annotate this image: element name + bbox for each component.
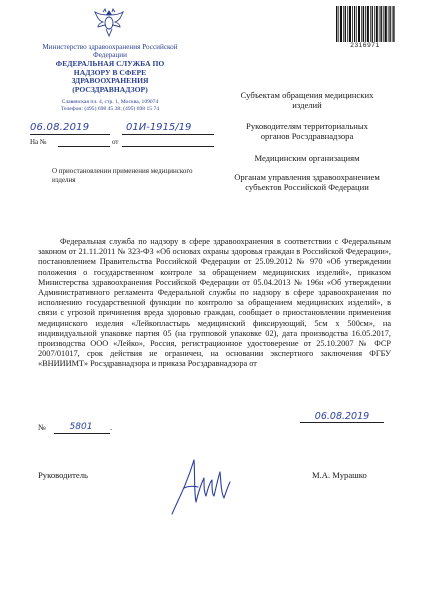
barcode-icon <box>335 6 395 44</box>
order-number: 5801 <box>69 422 93 432</box>
order-end: . <box>110 423 113 432</box>
na-label: На № <box>30 138 47 146</box>
outgoing-ref-row <box>30 122 220 136</box>
address-block <box>40 99 180 113</box>
phone-line: Телефон: (495) 698 45 38; (495) 698 15 74 <box>60 106 160 112</box>
order-number-underline <box>54 433 110 434</box>
outgoing-date: 06.08.2019 <box>30 122 90 133</box>
recipient-4: Органам управления здравоохранением субъектов Российской Федерации <box>234 172 380 193</box>
handwritten-signature-icon <box>164 452 236 522</box>
recipient-3: Медицинским организациям <box>254 153 360 163</box>
subject-line: О приостановлении применения медицинского изделия <box>52 167 193 184</box>
service-name: ФЕДЕРАЛЬНАЯ СЛУЖБА ПО НАДЗОРУ В СФЕРЕ ЗДРАВООХРАНЕНИЯ (РОСЗДРАВНАДЗОР) <box>55 59 165 94</box>
order-number-label: № <box>38 423 46 432</box>
body-paragraph: Федеральная служба по надзору в сфере здравоохранения в соответствии с Федеральным законом от 21.11.2011 № 323-ФЗ «Об основах охраны здоровья граждан в Российской Федерации», постановлением Правительства Российской Федерации от 25.09.2012 № 970 «Об утверждении положения о государственном контроле за обращением медицинских изделий», приказом Министерства здравоохранения Российской Федерации от 05.04.2013 № 196н «Об утверждении Административного регламента Федеральной службы по надзору в сфере здравоохранения по исполнению государственной функции по контролю за обращением медицинских изделий», в связи с угрозой причинения вреда здоровью граждан, сообщает о приостановлении применения медицинского изделия «Лейкопластырь медицинский фиксирующий, 5см х 500см», на индивидуальной упаковке партия 05 (на групповой упаковке 02), дата производства 16.05.2017, производства ООО «Лейко», Россия, регистрационное удостоверение от 25.10.2007 № ФСР 2007/01017, срок действия не ограничен, на основании экспертного заключения ФГБУ «ВНИИИМТ» Росздравнадзора и приказа Росздравнадзора от <box>38 237 391 369</box>
recipient-2: Руководителям территориальных органов Росздравнадзора <box>246 121 368 142</box>
coat-of-arms-icon <box>92 6 126 40</box>
na-underline <box>58 146 110 147</box>
address-line: Славянская пл. 4, стр. 1, Москва, 109074 <box>61 99 159 105</box>
signer-name: М.А. Мурашко <box>312 470 367 480</box>
order-date: 06.08.2019 <box>314 411 370 422</box>
number-underline <box>122 134 214 135</box>
barcode-number: 2316971 <box>350 42 380 49</box>
ot-underline <box>122 146 214 147</box>
order-number-row <box>38 423 391 435</box>
recipient-1: Субъектам обращения медицинских изделий <box>240 90 374 111</box>
letter-body <box>38 237 391 370</box>
signer-role: Руководитель <box>38 470 88 480</box>
incoming-ref-row <box>30 137 220 149</box>
outgoing-number: 01И-1915/19 <box>126 122 192 133</box>
ministry-name: Министерство здравоохранения Российской Федерации <box>42 43 178 59</box>
date-underline <box>30 134 110 135</box>
ot-label: от <box>112 138 119 146</box>
